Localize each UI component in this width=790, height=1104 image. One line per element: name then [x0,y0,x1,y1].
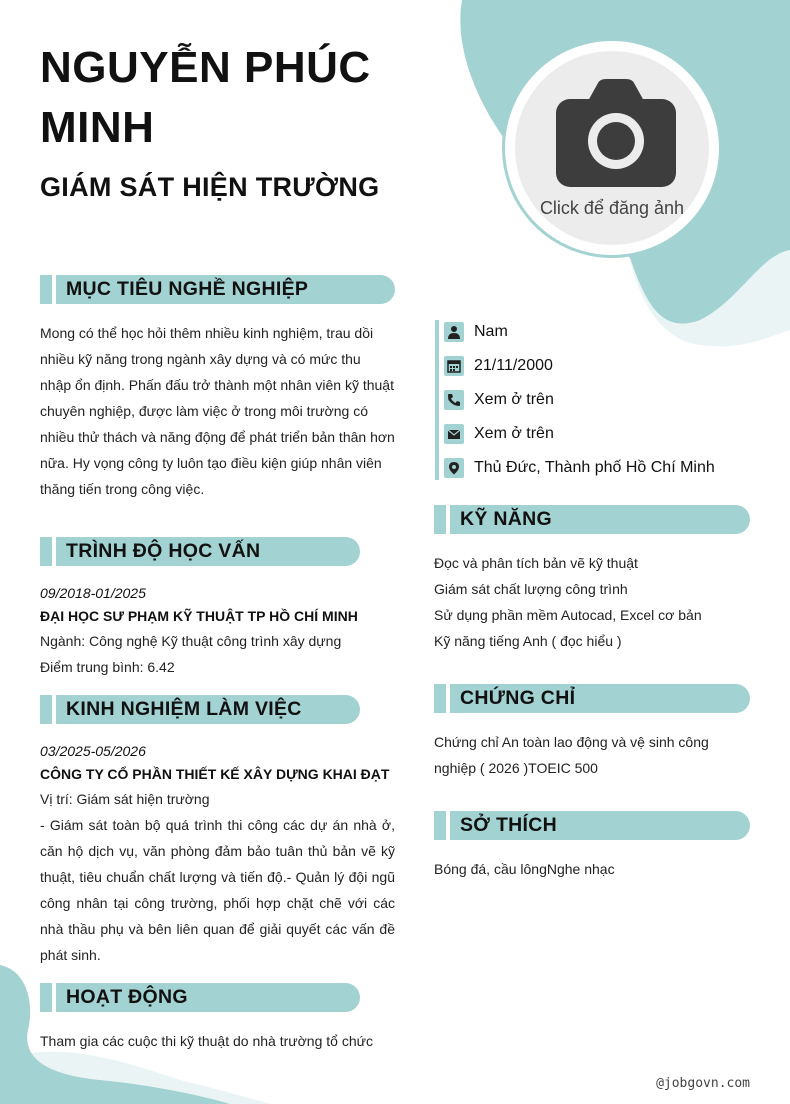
section-objective-heading [40,275,395,304]
section-title: TRÌNH ĐỘ HỌC VẤN [66,540,261,562]
info-text: 21/11/2000 [474,357,553,374]
skill-item: Đọc và phân tích bản vẽ kỹ thuật [434,555,638,571]
mail-icon [444,424,464,444]
section-hobbies-heading [434,811,750,840]
calendar-icon [444,356,464,376]
section-title: SỞ THÍCH [460,814,558,836]
info-text: Thủ Đức, Thành phố Hồ Chí Minh [474,459,715,476]
skill-item: Sử dụng phần mềm Autocad, Excel cơ bản [434,607,702,623]
photo-caption: Click để đăng ảnh [539,198,685,218]
certificates-text: Chứng chỉ An toàn lao động và vệ sinh công nghiệp ( 2026 )TOEIC 500 [434,734,709,776]
experience-period: 03/2025-05/2026 [40,743,146,759]
section-activities-heading [40,983,360,1012]
education-major: Ngành: Công nghệ Kỹ thuật công trình xây dựng [40,633,342,649]
info-text: Xem ở trên [474,425,554,442]
info-text: Xem ở trên [474,391,554,408]
photo-placeholder[interactable] [515,51,709,245]
info-text: Nam [474,323,508,340]
hobbies-text: Bóng đá, cầu lôngNghe nhạc [434,861,615,877]
experience-company: CÔNG TY CỔ PHẦN THIẾT KẾ XÂY DỰNG KHAI ĐẠT [40,766,390,782]
job-title: GIÁM SÁT HIỆN TRƯỜNG [40,172,380,202]
activities-text: Tham gia các cuộc thi kỹ thuật do nhà trường tổ chức [40,1033,373,1049]
candidate-name: NGUYỄN PHÚC MINH [40,43,371,152]
section-title: HOẠT ĐỘNG [66,986,188,1008]
section-title: CHỨNG CHỈ [460,687,576,709]
skill-item: Kỹ năng tiếng Anh ( đọc hiểu ) [434,633,622,649]
location-pin-icon [444,458,464,478]
footer-watermark: @jobgovn.com [656,1076,750,1091]
person-icon [444,322,464,342]
section-title: KỸ NĂNG [460,508,553,530]
objective-text: Mong có thể học hỏi thêm nhiều kinh nghiệm, trau dồi nhiều kỹ năng trong ngành xây dựng và có mức thu nhập ổn định. Phấn đấu trở thành một nhân viên kỹ thuật chuyên nghiệp, được làm việc ở trong môi trường có nhiều thử thách và năng động để phát triển bản thân hơn nữa. Hy vọng công ty luôn tạo điều kiện giúp nhân viên thăng tiến trong công việc. [40,325,395,497]
section-experience-heading [40,695,360,724]
photo-upload[interactable] [502,38,722,258]
phone-icon [444,390,464,410]
education-period: 09/2018-01/2025 [40,585,146,601]
info-accent-bar [435,320,439,480]
experience-description: - Giám sát toàn bộ quá trình thi công các dự án nhà ở, căn hộ dịch vụ, văn phòng đảm bảo tuân thủ bản vẽ kỹ thuật, tiêu chuẩn chất lượng và tiến độ.- Quản lý đội ngũ công nhân tại công trường, phối hợp chặt chẽ với các nhà thầu phụ và bên liên quan để giải quyết các vấn đề phát sinh. [40,817,395,963]
section-education-heading [40,537,360,566]
section-title: MỤC TIÊU NGHỀ NGHIỆP [66,278,309,300]
section-skills-heading [434,505,750,534]
education-gpa: Điểm trung bình: 6.42 [40,659,175,675]
section-certificates-heading [434,684,750,713]
education-school: ĐẠI HỌC SƯ PHẠM KỸ THUẬT TP HỒ CHÍ MINH [40,608,358,624]
section-title: KINH NGHIỆM LÀM VIỆC [66,698,302,720]
camera-icon [556,79,676,187]
experience-position: Vị trí: Giám sát hiện trường [40,791,210,807]
skill-item: Giám sát chất lượng công trình [434,581,628,597]
